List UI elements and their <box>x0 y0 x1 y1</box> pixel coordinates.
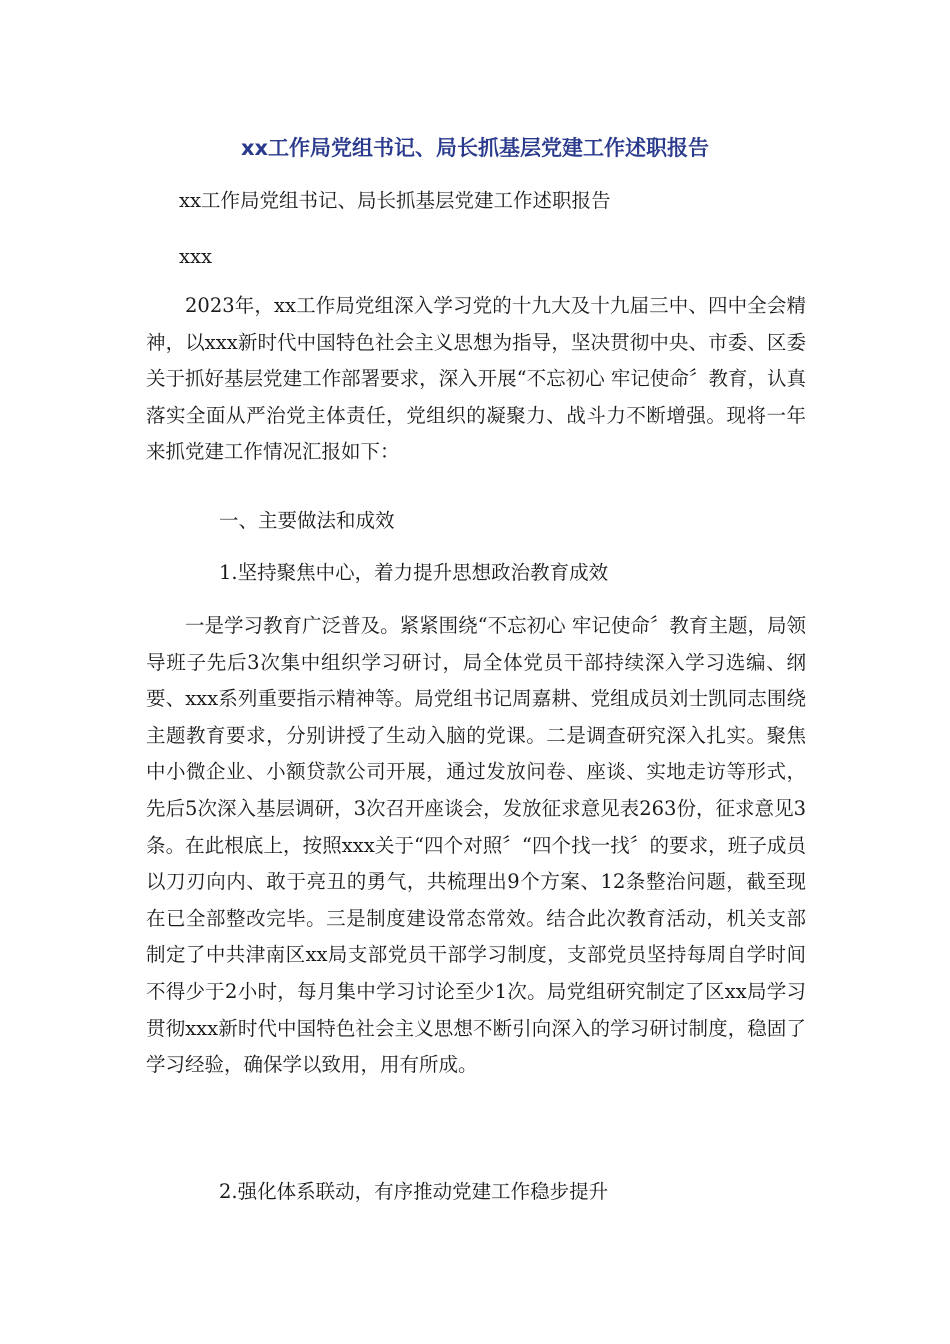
item-heading-1: 1.坚持聚焦中心，着力提升思想政治教育成效 <box>219 561 609 584</box>
section-heading: 一、主要做法和成效 <box>219 509 395 532</box>
document-subtitle: xx工作局党组书记、局长抓基层党建工作述职报告 <box>179 189 611 212</box>
item-1-paragraph: 一是学习教育广泛普及。紧紧围绕“不忘初心 牢记使命〞教育主题，局领导班子先后3次集中组织学习研讨，局全体党员干部持续深入学习选编、纲要、xxx系列重要指示精神等。局党组书记周嘉耕、党组成员刘士凯同志围绕主题教育要求，分别讲授了生动入脑的党课。二是调查研究深入扎实。聚焦中小微企业、小额贷款公司开展，通过发放问卷、座谈、实地走访等形式，先后5次深入基层调研，3次召开座谈会，发放征求意见表263份，征求意见3条。在此根底上，按照xxx关于“四个对照〞“四个找一找〞的要求，班子成员以刀刃向内、敢于亮丑的勇气，共梳理出9个方案、12条整治问题，截至现在已全部整改完毕。三是制度建设常态常效。结合此次教育活动，机关支部制定了中共津南区xx局支部党员干部学习制度，支部党员坚持每周自学时间不得少于2小时，每月集中学习讨论至少1次。局党组研究制定了区xx局学习贯彻xxx新时代中国特色社会主义思想不断引向深入的学习研讨制度，稳固了学习经验，确保学以致用，用有所成。 <box>146 614 806 1077</box>
item-heading-2: 2.强化体系联动，有序推动党建工作稳步提升 <box>219 1180 609 1203</box>
document-title: xx工作局党组书记、局长抓基层党建工作述职报告 <box>240 136 710 160</box>
author-line: xxx <box>179 245 212 268</box>
intro-paragraph: 2023年，xx工作局党组深入学习党的十九大及十九届三中、四中全会精神，以xxx新时代中国特色社会主义思想为指导，坚决贯彻中央、市委、区委关于抓好基层党建工作部署要求，深入开展“不忘初心 牢记使命〞教育，认真落实全面从严治党主体责任，党组织的凝聚力、战斗力不断增强。现将一年来抓党建工作情况汇报如下： <box>146 294 806 464</box>
